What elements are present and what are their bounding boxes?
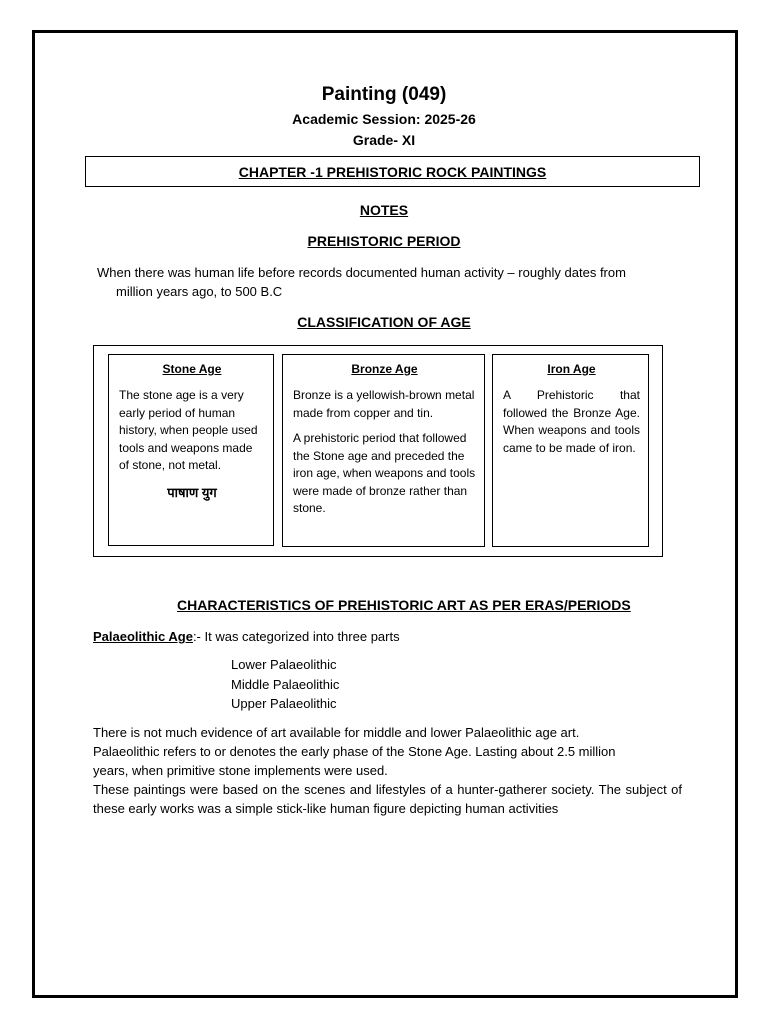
paragraph-1-line-2: Palaeolithic refers to or denotes the early phase of the Stone Age. Lasting about 2.5 million bbox=[93, 744, 616, 759]
bronze-age-card bbox=[282, 354, 485, 547]
palaeolithic-intro bbox=[93, 627, 693, 646]
palaeolithic-label: Palaeolithic Age bbox=[93, 629, 193, 644]
classification-table bbox=[93, 345, 663, 557]
stone-age-hindi: पाषाण युग bbox=[167, 484, 217, 500]
prehistoric-period-text bbox=[97, 263, 697, 301]
classification-heading: CLASSIFICATION OF AGE bbox=[297, 314, 471, 330]
grade: Grade- XI bbox=[352, 132, 416, 148]
stone-age-title: Stone Age bbox=[162, 362, 222, 376]
palaeolithic-paragraph-1 bbox=[93, 723, 683, 780]
paragraph-1-line-3: years, when primitive stone implements were used. bbox=[93, 763, 388, 778]
bronze-age-title: Bronze Age bbox=[351, 362, 418, 376]
chapter-title-box bbox=[85, 156, 700, 187]
palaeolithic-intro-text: :- It was categorized into three parts bbox=[192, 629, 400, 644]
list-item: Lower Palaeolithic bbox=[231, 657, 337, 672]
list-item: Middle Palaeolithic bbox=[231, 676, 340, 692]
iron-age-card bbox=[492, 354, 649, 547]
stone-age-card bbox=[108, 354, 274, 546]
stone-age-text: The stone age is a very early period of human history, when people used tools and weapons made of stone, not metal. bbox=[119, 388, 258, 472]
iron-age-title: Iron Age bbox=[547, 362, 596, 376]
list-item: Upper Palaeolithic bbox=[231, 696, 337, 711]
bronze-age-text-2: A prehistoric period that followed the Stone age and preceded the iron age, when weapons and tools were made of bronze rather than stone. bbox=[293, 431, 476, 515]
prehistoric-line-2: million years ago, to 500 B.C bbox=[116, 284, 283, 299]
chapter-title: CHAPTER -1 PREHISTORIC ROCK PAINTINGS bbox=[238, 163, 547, 180]
paragraph-1-line-1: There is not much evidence of art available for middle and lower Palaeolithic age art. bbox=[93, 725, 580, 740]
iron-age-text: A Prehistoric that followed the Bronze Age. When weapons and tools came to be made of iron. bbox=[503, 388, 640, 455]
document-title: Painting (049) bbox=[321, 84, 447, 105]
prehistoric-period-heading: PREHISTORIC PERIOD bbox=[307, 233, 461, 249]
prehistoric-line-1: When there was human life before records documented human activity – roughly dates from bbox=[97, 265, 626, 280]
palaeolithic-paragraph-2: These paintings were based on the scenes and lifestyles of a hunter-gatherer society. The subject of these early works was a simple stick-like human figure depicting human activities bbox=[93, 782, 682, 816]
notes-heading: NOTES bbox=[359, 202, 409, 218]
palaeolithic-parts-list bbox=[231, 655, 531, 714]
bronze-age-text-1: Bronze is a yellowish-brown metal made from copper and tin. bbox=[293, 388, 475, 420]
characteristics-heading: CHARACTERISTICS OF PREHISTORIC ART AS PER ERAS/PERIODS bbox=[177, 597, 631, 613]
academic-session: Academic Session: 2025-26 bbox=[292, 111, 476, 127]
